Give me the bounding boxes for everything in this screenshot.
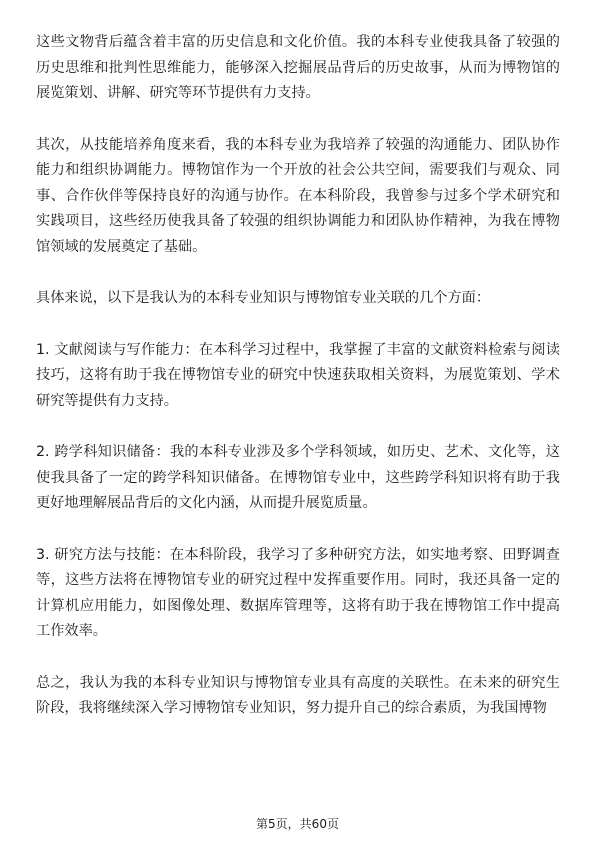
- paragraph-artifact-value: 这些文物背后蕴含着丰富的历史信息和文化价值。我的本科专业使我具备了较强的历史思维和批判性思维能力，能够深入挖掘展品背后的历史故事，从而为博物馆的展览策划、讲解、研究等环节提供有力支持。: [36, 34, 560, 101]
- paragraph-item-3: 3. 研究方法与技能：在本科阶段，我学习了多种研究方法，如实地考察、田野调查等，这些方法将在博物馆专业的研究过程中发挥重要作用。同时，我还具备一定的计算机应用能力，如图像处理、数据库管理等，这将有助于我在博物馆工作中提高工作效率。: [36, 546, 560, 639]
- page-number-footer: 第5页，共60页: [256, 817, 339, 831]
- paragraph-item-2: 2. 跨学科知识储备：我的本科专业涉及多个学科领域，如历史、艺术、文化等，这使我具备了一定的跨学科知识储备。在博物馆专业中，这些跨学科知识将有助于我更好地理解展品背后的文化内涵，从而提升展览质量。: [36, 444, 560, 511]
- document-body: [36, 30, 560, 748]
- paragraph-intro-list: 具体来说，以下是我认为的本科专业知识与博物馆专业关联的几个方面：: [36, 290, 491, 306]
- paragraph-skills: 其次，从技能培养角度来看，我的本科专业为我培养了较强的沟通能力、团队协作能力和组织协调能力。博物馆作为一个开放的社会公共空间，需要我们与观众、同事、合作伙伴等保持良好的沟通与协作。在本科阶段，我曾参与过多个学术研究和实践项目，这些经历使我具备了较强的组织协调能力和团队协作精神，为我在博物馆领域的发展奠定了基础。: [36, 136, 560, 255]
- paragraph-conclusion: 总之，我认为我的本科专业知识与博物馆专业具有高度的关联性。在未来的研究生阶段，我将继续深入学习博物馆专业知识，努力提升自己的综合素质，为我国博物: [36, 674, 560, 716]
- paragraph-item-1: 1. 文献阅读与写作能力：在本科学习过程中，我掌握了丰富的文献资料检索与阅读技巧，这将有助于我在博物馆专业的研究中快速获取相关资料，为展览策划、学术研究等提供有力支持。: [36, 341, 560, 409]
